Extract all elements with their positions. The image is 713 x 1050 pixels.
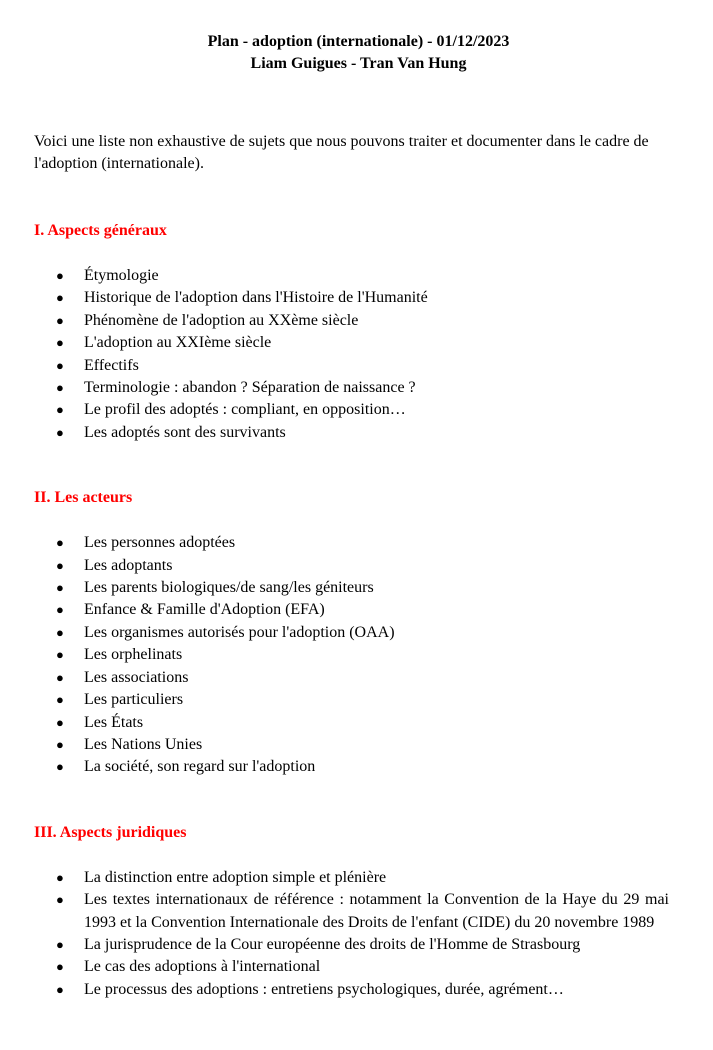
bullet-icon: ● bbox=[56, 357, 64, 373]
bullet-icon: ● bbox=[56, 759, 64, 775]
list-item bbox=[34, 644, 669, 666]
bullet-icon: ● bbox=[56, 402, 64, 418]
bullet-icon: ● bbox=[56, 647, 64, 663]
list-item-text: Terminologie : abandon ? Séparation de naissance ? bbox=[84, 379, 416, 397]
list-item bbox=[34, 712, 669, 734]
list-item-text: Les États bbox=[84, 713, 144, 731]
bullet-icon: ● bbox=[56, 892, 64, 908]
list-item bbox=[34, 532, 669, 554]
list-item bbox=[34, 867, 669, 889]
list-item bbox=[34, 577, 669, 599]
list-item bbox=[34, 979, 669, 1001]
sections-container bbox=[34, 220, 669, 1001]
section-heading-acteurs: II. Les acteurs bbox=[34, 489, 133, 507]
bullet-icon: ● bbox=[56, 535, 64, 551]
section-heading-aspects-juridiques: III. Aspects juridiques bbox=[34, 823, 187, 841]
title-line-authors: Liam Guigues - Tran Van Hung bbox=[250, 55, 467, 72]
bullet-icon: ● bbox=[56, 959, 64, 975]
bullet-icon: ● bbox=[56, 624, 64, 640]
list-item bbox=[34, 934, 669, 956]
bullet-icon: ● bbox=[56, 557, 64, 573]
list-item-text: Les parents biologiques/de sang/les géniteurs bbox=[84, 579, 374, 597]
list-item-text: Les adoptants bbox=[84, 556, 173, 574]
bullet-icon: ● bbox=[56, 981, 64, 997]
bullet-icon: ● bbox=[56, 312, 64, 328]
list-item bbox=[34, 667, 669, 689]
list-item bbox=[34, 332, 669, 354]
bullet-icon: ● bbox=[56, 736, 64, 752]
bullet-icon: ● bbox=[56, 602, 64, 618]
bullet-list-aspects-generaux bbox=[34, 265, 669, 444]
section-heading-aspects-generaux: I. Aspects généraux bbox=[34, 222, 167, 239]
list-item-text: Les adoptés sont des survivants bbox=[84, 423, 286, 441]
list-item-text: Les organismes autorisés pour l'adoption (OAA) bbox=[84, 623, 395, 641]
list-item-text: Les associations bbox=[84, 668, 189, 686]
list-item-text: Étymologie bbox=[84, 267, 159, 284]
list-item bbox=[34, 310, 669, 332]
bullet-icon: ● bbox=[56, 669, 64, 685]
intro-paragraph: Voici une liste non exhaustive de sujets que nous pouvons traiter et documenter dans le cadre de l'adoption (internationale). bbox=[34, 133, 649, 172]
list-item bbox=[34, 555, 669, 577]
list-item bbox=[34, 889, 669, 934]
list-item bbox=[34, 734, 669, 756]
bullet-icon: ● bbox=[56, 424, 64, 440]
list-item-text: Historique de l'adoption dans l'Histoire de l'Humanité bbox=[84, 289, 428, 307]
list-item-text: Le profil des adoptés : compliant, en opposition… bbox=[84, 401, 406, 419]
list-item bbox=[34, 689, 669, 711]
list-item-text: Les personnes adoptées bbox=[84, 534, 236, 552]
list-item bbox=[34, 377, 669, 399]
list-item-text: Le cas des adoptions à l'international bbox=[84, 958, 321, 976]
bullet-list-aspects-juridiques bbox=[34, 867, 669, 1001]
list-item-text: La société, son regard sur l'adoption bbox=[84, 758, 316, 776]
bullet-icon: ● bbox=[56, 290, 64, 306]
list-item-text: Le processus des adoptions : entretiens psychologiques, durée, agrément… bbox=[84, 980, 564, 998]
list-item-text: L'adoption au XXIème siècle bbox=[84, 334, 272, 352]
bullet-icon: ● bbox=[56, 380, 64, 396]
bullet-icon: ● bbox=[56, 936, 64, 952]
list-item-text: Les textes internationaux de référence : notamment la Convention de la Haye du 29 mai 1993 et la Convention Internationale des Droits de l'enfant (CIDE) du 20 novembre 1989 bbox=[84, 891, 669, 931]
list-item-text: Effectifs bbox=[84, 356, 139, 374]
bullet-icon: ● bbox=[56, 869, 64, 885]
bullet-icon: ● bbox=[56, 268, 64, 283]
bullet-list-acteurs bbox=[34, 532, 669, 778]
list-item-text: La jurisprudence de la Cour européenne des droits de l'Homme de Strasbourg bbox=[84, 935, 581, 953]
bullet-icon: ● bbox=[56, 335, 64, 351]
list-item-text: Enfance & Famille d'Adoption (EFA) bbox=[84, 601, 325, 619]
list-item-text: Les particuliers bbox=[84, 691, 184, 709]
bullet-icon: ● bbox=[56, 714, 64, 730]
list-item bbox=[34, 287, 669, 309]
bullet-icon: ● bbox=[56, 692, 64, 708]
bullet-icon: ● bbox=[56, 580, 64, 596]
document-title bbox=[34, 31, 669, 75]
list-item-text: La distinction entre adoption simple et plénière bbox=[84, 868, 387, 886]
list-item-text: Les Nations Unies bbox=[84, 735, 203, 753]
list-item bbox=[34, 756, 669, 778]
list-item bbox=[34, 399, 669, 421]
list-item bbox=[34, 422, 669, 444]
list-item-text: Phénomène de l'adoption au XXème siècle bbox=[84, 311, 359, 329]
list-item bbox=[34, 599, 669, 621]
list-item bbox=[34, 355, 669, 377]
list-item bbox=[34, 265, 669, 287]
list-item bbox=[34, 956, 669, 978]
list-item-text: Les orphelinats bbox=[84, 646, 183, 664]
title-line-plan: Plan - adoption (internationale) - 01/12/2023 bbox=[207, 33, 510, 50]
list-item bbox=[34, 622, 669, 644]
